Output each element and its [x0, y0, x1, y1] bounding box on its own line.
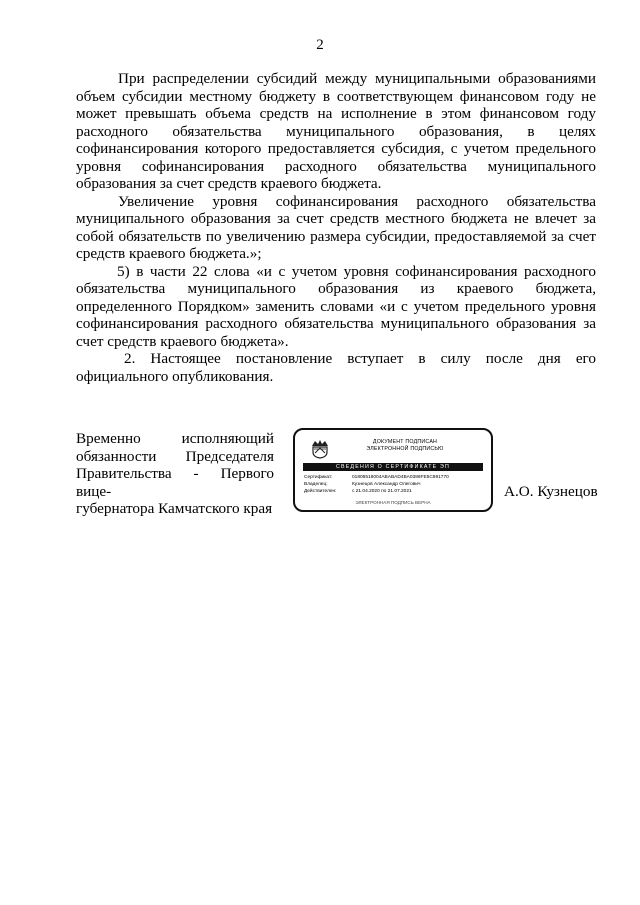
certificate-row: Сертификат: 01806518004ABABAD4BA0386FE5C891770	[304, 475, 449, 480]
paragraph-cofinancing-increase: Увеличение уровня софинансирования расходного обязательства муниципального образования за счет средств местного бюджета не влечет за собой обязательств по увеличению размера субсидии, предоставляемой за счет средств краевого бюджета.»;	[76, 192, 596, 262]
certificate-details	[304, 474, 484, 496]
signer-position-line: обязанности Председателя	[76, 447, 274, 465]
signer-position-line: губернатора Камчатского края	[76, 500, 273, 517]
paragraph-entry-into-force: 2. Настоящее постановление вступает в силу после дня его официального опубликования.	[76, 350, 596, 385]
document-body	[76, 70, 596, 385]
signer-name: А.О. Кузнецов	[504, 483, 598, 500]
coat-of-arms-icon	[309, 437, 331, 459]
validity-row: Действителен: с 21.04.2020 по 21.07.2021	[304, 489, 412, 495]
certificate-info-bar: СВЕДЕНИЯ О СЕРТИФИКАТЕ ЭП	[303, 463, 483, 471]
signer-position-line: Временно исполняющий	[76, 430, 274, 447]
electronic-signature-stamp	[293, 428, 493, 512]
signer-position-line: Правительства - Первого вице-	[76, 465, 274, 500]
owner-row: Владелец: Кузнецов Александр Олегович	[304, 482, 421, 488]
paragraph-amendment-part-22: 5) в части 22 слова «и с учетом уровня софинансирования расходного обязательства муниципального образования из краевого бюджета, определенного Порядком» заменить словами «и с учетом предельного уровня софинансирования расходного обязательства муниципального образования за счет средств краевого бюджета».	[76, 262, 596, 350]
signer-position	[76, 430, 274, 518]
signature-valid-note: ЭЛЕКТРОННАЯ ПОДПИСЬ ВЕРНА	[355, 500, 431, 505]
paragraph-subsidy-distribution: При распределении субсидий между муниципальными образованиями объем субсидии местному бюджету в соответствующем финансовом году не может превышать объема средств на исполнение в этом финансовом году расходного обязательства муниципального образования, в целях софинансирования которого предоставляется субсидия, с учетом предельного уровня софинансирования расходного обязательства муниципального образования за счет средств краевого бюджета.	[76, 70, 596, 192]
page-number: 2	[316, 37, 324, 53]
stamp-header: ДОКУМЕНТ ПОДПИСАН ЭЛЕКТРОННОЙ ПОДПИСЬЮ	[366, 439, 444, 452]
